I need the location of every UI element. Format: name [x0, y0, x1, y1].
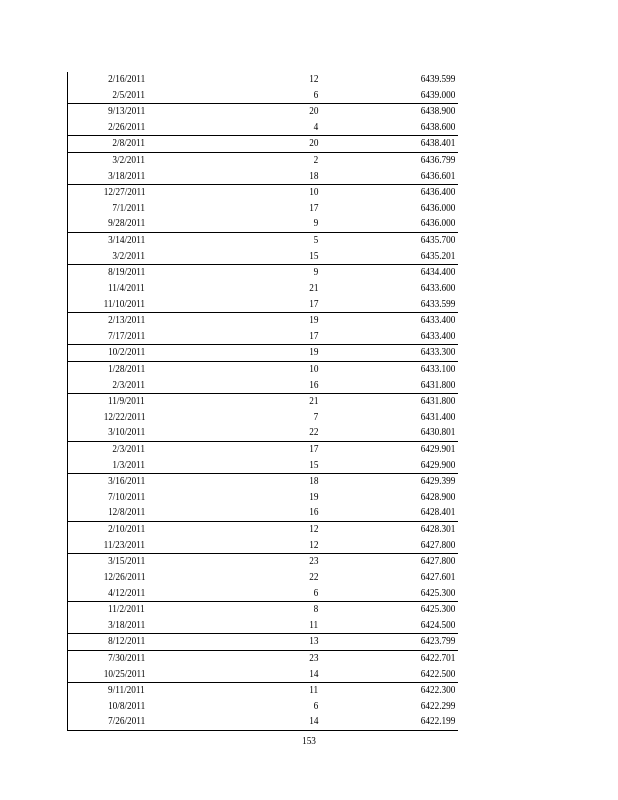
date-cell: 11/10/2011 [103, 298, 145, 310]
table-row [68, 410, 458, 426]
date-cell: 8/19/2011 [107, 267, 145, 279]
table-row [68, 378, 458, 394]
value-cell: 6438.600 [420, 121, 455, 133]
count-cell: 15 [308, 250, 318, 262]
value-cell: 6438.401 [420, 138, 455, 150]
date-cell: 2/5/2011 [112, 89, 145, 101]
value-cell: 6436.601 [420, 170, 455, 182]
date-cell: 3/14/2011 [107, 235, 145, 247]
value-cell: 6427.800 [420, 539, 455, 551]
value-cell: 6422.300 [420, 685, 455, 697]
date-cell: 9/13/2011 [107, 106, 145, 118]
date-cell: 2/8/2011 [112, 138, 145, 150]
date-cell: 7/1/2011 [112, 202, 145, 214]
value-cell: 6435.700 [420, 235, 455, 247]
count-cell: 16 [308, 379, 318, 391]
date-cell: 8/12/2011 [107, 636, 145, 648]
count-cell: 17 [308, 444, 318, 456]
date-cell: 12/22/2011 [103, 411, 145, 423]
date-cell: 4/12/2011 [107, 587, 145, 599]
table-row [68, 714, 458, 730]
value-cell: 6423.799 [420, 636, 455, 648]
count-cell: 19 [308, 491, 318, 503]
table-row [68, 184, 458, 201]
count-cell: 11 [309, 685, 318, 697]
date-cell: 2/3/2011 [112, 444, 145, 456]
count-cell: 14 [308, 716, 318, 728]
date-cell: 3/16/2011 [107, 476, 145, 488]
table-row [68, 216, 458, 232]
count-cell: 16 [308, 507, 318, 519]
value-cell: 6431.800 [420, 379, 455, 391]
table-row [68, 425, 458, 441]
date-cell: 2/10/2011 [107, 524, 145, 536]
table-row [68, 505, 458, 521]
table-row [68, 152, 458, 169]
date-cell: 10/2/2011 [107, 347, 145, 359]
value-cell: 6422.500 [420, 668, 455, 680]
date-cell: 3/2/2011 [112, 250, 145, 262]
count-cell: 6 [313, 700, 318, 712]
value-cell: 6429.399 [420, 476, 455, 488]
date-cell: 7/17/2011 [107, 330, 145, 342]
table-row [68, 586, 458, 602]
count-cell: 14 [308, 668, 318, 680]
value-cell: 6427.601 [420, 571, 455, 583]
table-row [68, 538, 458, 554]
count-cell: 19 [308, 315, 318, 327]
date-cell: 3/2/2011 [112, 155, 145, 167]
table-row [68, 667, 458, 683]
count-cell: 4 [313, 121, 318, 133]
table-row [68, 201, 458, 217]
count-cell: 23 [308, 652, 318, 664]
date-cell: 11/23/2011 [103, 539, 145, 551]
table-row [68, 393, 458, 410]
date-cell: 11/4/2011 [108, 282, 145, 294]
count-cell: 17 [308, 330, 318, 342]
value-cell: 6436.000 [420, 218, 455, 230]
table-row [68, 72, 458, 88]
date-cell: 9/28/2011 [107, 218, 145, 230]
count-cell: 18 [308, 170, 318, 182]
date-cell: 2/26/2011 [107, 121, 145, 133]
count-cell: 9 [313, 267, 318, 279]
count-cell: 18 [308, 476, 318, 488]
table-row [68, 361, 458, 378]
count-cell: 11 [309, 619, 318, 631]
table-row [68, 344, 458, 361]
count-cell: 19 [308, 347, 318, 359]
count-cell: 22 [308, 427, 318, 439]
table-row [68, 88, 458, 104]
table-row [68, 120, 458, 136]
date-cell: 12/8/2011 [107, 507, 145, 519]
date-cell: 3/15/2011 [107, 556, 145, 568]
table-row [68, 521, 458, 538]
count-cell: 12 [308, 539, 318, 551]
value-cell: 6425.300 [420, 587, 455, 599]
date-cell: 2/3/2011 [112, 379, 145, 391]
value-cell: 6425.300 [420, 604, 455, 616]
count-cell: 10 [308, 363, 318, 375]
value-cell: 6431.400 [420, 411, 455, 423]
table-row [68, 264, 458, 281]
count-cell: 22 [308, 571, 318, 583]
count-cell: 15 [308, 459, 318, 471]
date-cell: 11/9/2011 [108, 396, 145, 408]
value-cell: 6424.500 [420, 619, 455, 631]
value-cell: 6439.599 [420, 74, 455, 85]
count-cell: 12 [308, 74, 318, 85]
table-row [68, 601, 458, 618]
value-cell: 6428.900 [420, 491, 455, 503]
count-cell: 17 [308, 202, 318, 214]
date-cell: 9/11/2011 [108, 685, 145, 697]
date-cell: 10/25/2011 [103, 668, 145, 680]
value-cell: 6439.000 [420, 89, 455, 101]
value-cell: 6428.401 [420, 507, 455, 519]
count-cell: 13 [308, 636, 318, 648]
data-table [67, 72, 458, 731]
table-row [68, 682, 458, 699]
value-cell: 6433.300 [420, 347, 455, 359]
value-cell: 6436.400 [420, 187, 455, 199]
value-cell: 6429.900 [420, 459, 455, 471]
value-cell: 6433.400 [420, 330, 455, 342]
count-cell: 20 [308, 106, 318, 118]
date-cell: 7/10/2011 [107, 491, 145, 503]
value-cell: 6422.199 [420, 716, 455, 728]
table-row [68, 135, 458, 152]
value-cell: 6433.600 [420, 282, 455, 294]
value-cell: 6433.100 [420, 363, 455, 375]
table-row [68, 232, 458, 249]
date-cell: 2/13/2011 [107, 315, 145, 327]
value-cell: 6435.201 [420, 250, 455, 262]
table-row [68, 312, 458, 329]
count-cell: 20 [308, 138, 318, 150]
value-cell: 6436.000 [420, 202, 455, 214]
date-cell: 7/26/2011 [107, 716, 145, 728]
value-cell: 6436.799 [420, 155, 455, 167]
table-row [68, 329, 458, 345]
date-cell: 3/18/2011 [107, 619, 145, 631]
table-row [68, 650, 458, 667]
table-row [68, 458, 458, 474]
value-cell: 6428.301 [420, 524, 455, 536]
count-cell: 7 [313, 411, 318, 423]
date-cell: 10/8/2011 [107, 700, 145, 712]
value-cell: 6429.901 [420, 444, 455, 456]
value-cell: 6434.400 [420, 267, 455, 279]
value-cell: 6422.701 [420, 652, 455, 664]
table-row [68, 618, 458, 634]
count-cell: 9 [313, 218, 318, 230]
date-cell: 12/26/2011 [103, 571, 145, 583]
count-cell: 21 [308, 396, 318, 408]
page-number: 153 [302, 736, 316, 747]
value-cell: 6433.599 [420, 298, 455, 310]
table-row [68, 441, 458, 458]
count-cell: 2 [313, 155, 318, 167]
count-cell: 12 [308, 524, 318, 536]
value-cell: 6433.400 [420, 315, 455, 327]
count-cell: 10 [308, 187, 318, 199]
table-row [68, 490, 458, 506]
value-cell: 6430.801 [420, 427, 455, 439]
count-cell: 6 [313, 89, 318, 101]
value-cell: 6431.800 [420, 396, 455, 408]
table-row [68, 169, 458, 185]
date-cell: 1/3/2011 [112, 459, 145, 471]
table-row [68, 297, 458, 313]
date-cell: 7/30/2011 [107, 652, 145, 664]
date-cell: 3/18/2011 [107, 170, 145, 182]
count-cell: 5 [313, 235, 318, 247]
count-cell: 21 [308, 282, 318, 294]
table-row [68, 553, 458, 570]
date-cell: 1/28/2011 [107, 363, 145, 375]
value-cell: 6427.800 [420, 556, 455, 568]
table-row [68, 699, 458, 715]
date-cell: 3/10/2011 [107, 427, 145, 439]
date-cell: 11/2/2011 [108, 604, 145, 616]
table-row [68, 249, 458, 265]
value-cell: 6438.900 [420, 106, 455, 118]
count-cell: 8 [313, 604, 318, 616]
table-row [68, 473, 458, 490]
date-cell: 12/27/2011 [103, 187, 145, 199]
table-row [68, 633, 458, 650]
table-row [68, 281, 458, 297]
table-row [68, 570, 458, 586]
count-cell: 17 [308, 298, 318, 310]
count-cell: 23 [308, 556, 318, 568]
value-cell: 6422.299 [420, 700, 455, 712]
count-cell: 6 [313, 587, 318, 599]
date-cell: 2/16/2011 [107, 74, 145, 85]
table-row [68, 103, 458, 120]
